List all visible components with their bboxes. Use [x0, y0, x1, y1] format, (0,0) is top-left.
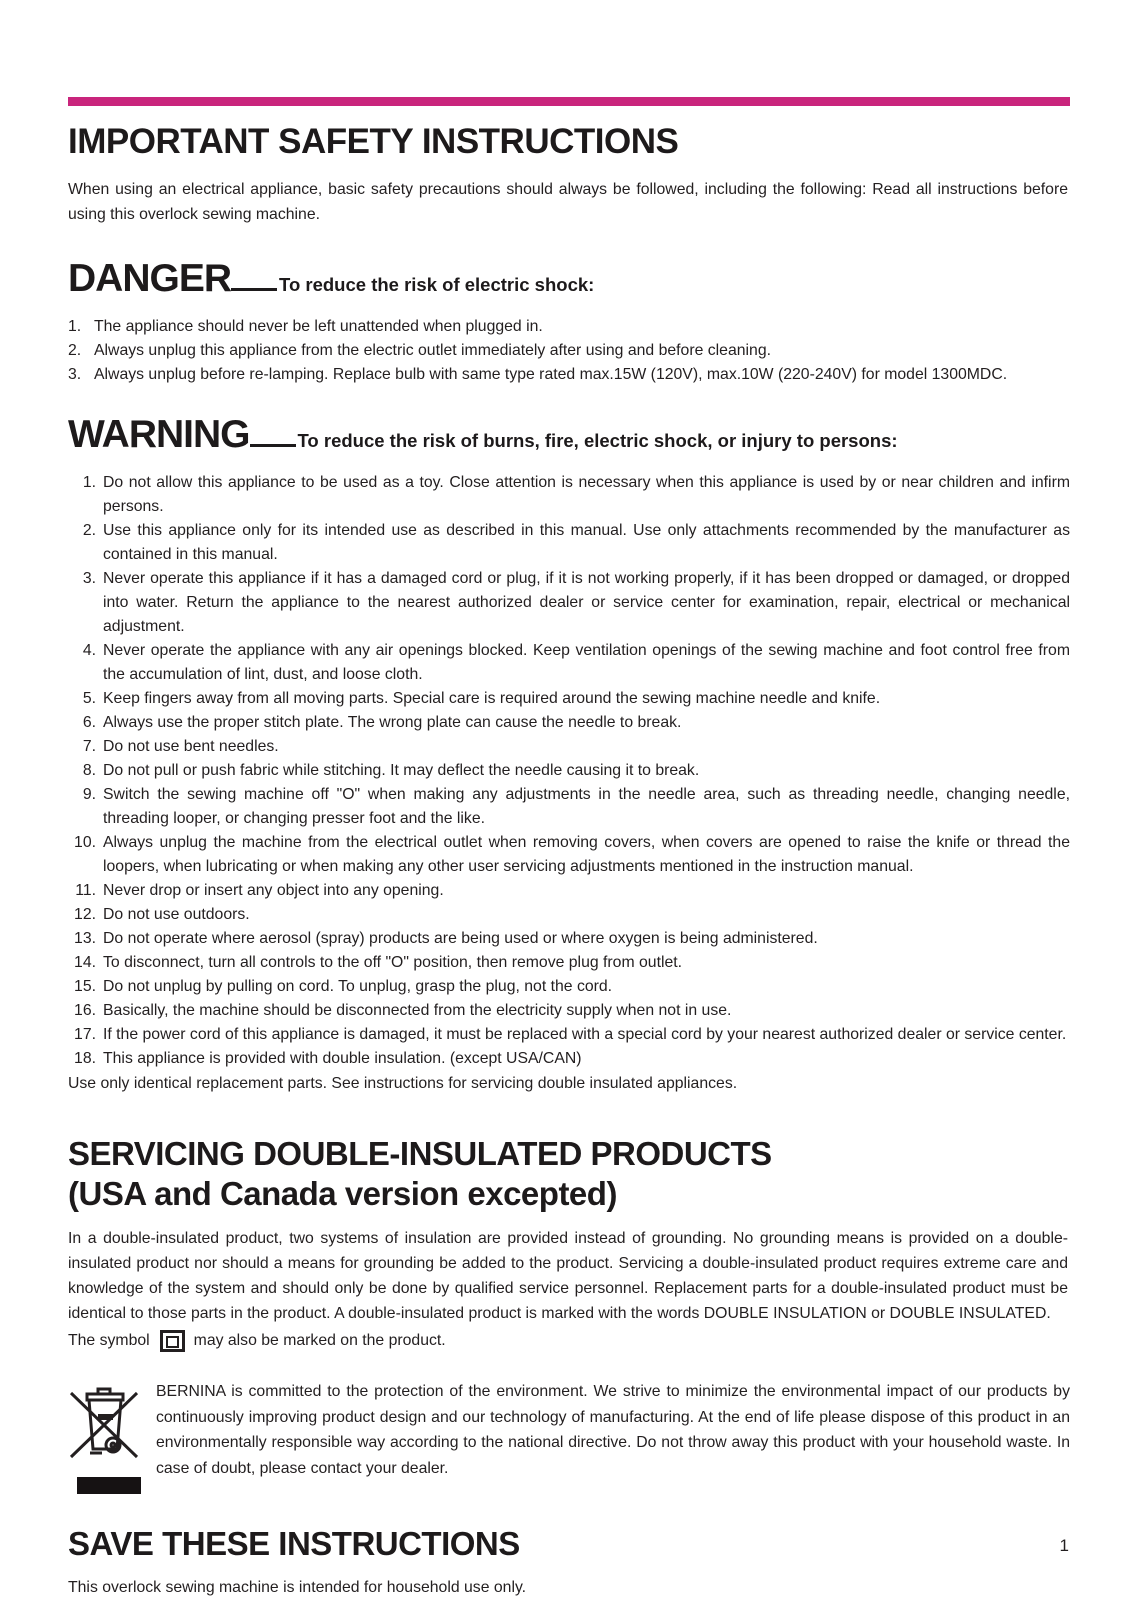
item-text: Always unplug this appliance from the electric outlet immediately after using and before cleaning.: [94, 342, 772, 359]
item-number: 18.: [74, 1050, 96, 1067]
warning-list-item: [68, 639, 1070, 687]
item-number: 17.: [74, 1026, 96, 1043]
item-text: Never operate the appliance with any air openings blocked. Keep ventilation openings of the sewing machine and foot control free from the accumulation of lint, dust, and loose cloth.: [103, 642, 1070, 683]
item-number: 5.: [82, 690, 96, 707]
item-number: 4.: [82, 642, 96, 659]
environment-section: [68, 1379, 1070, 1494]
save-heading: SAVE THESE INSTRUCTIONS: [68, 1525, 520, 1562]
item-text: Always unplug before re-lamping. Replace bulb with same type rated max.15W (120V), max.10W (220-240V) for model 1300MDC.: [94, 366, 1008, 383]
danger-heading: [68, 257, 1070, 301]
item-text: Always unplug the machine from the electrical outlet when removing covers, when covers are opened to raise the knife or thread the loopers, when lubricating or when making any other user servicing adjustments mentioned in the instruction manual.: [103, 834, 1070, 875]
item-text: Switch the sewing machine off "O" when making any adjustments in the needle area, such as threading needle, changing needle, threading looper, or changing presser foot and the like.: [103, 786, 1070, 827]
item-number: 11.: [75, 882, 96, 899]
servicing-section: [68, 1134, 1070, 1353]
item-text: Never drop or insert any object into any opening.: [103, 882, 444, 899]
item-number: 1.: [82, 474, 96, 491]
item-number: 6.: [82, 714, 96, 731]
warning-word: WARNING: [68, 413, 250, 456]
danger-word: DANGER: [68, 257, 232, 300]
warning-list-item: [68, 759, 1070, 783]
symbol-text-before: The symbol: [68, 1332, 150, 1349]
item-number: 10.: [74, 834, 96, 851]
item-text: To disconnect, turn all controls to the off "O" position, then remove plug from outlet.: [103, 954, 683, 971]
item-number: 3.: [68, 366, 82, 383]
save-paragraph: This overlock sewing machine is intended for household use only.: [68, 1579, 527, 1596]
servicing-heading-line1: SERVICING DOUBLE-INSULATED PRODUCTS: [68, 1135, 772, 1172]
warning-list-item: [68, 471, 1070, 519]
item-text: Never operate this appliance if it has a damaged cord or plug, if it is not working properly, if it has been dropped or damaged, or dropped into water. Return the appliance to the nearest authorized dealer or service center for examination, repair, electrical or mechanical adjustment.: [103, 570, 1070, 635]
item-text: Do not unplug by pulling on cord. To unplug, grasp the plug, not the cord.: [103, 978, 613, 995]
warning-list-item: [68, 567, 1070, 639]
warning-list-item: [68, 999, 1070, 1023]
page-content: [68, 97, 1070, 1600]
double-insulation-icon: [160, 1330, 185, 1352]
item-text: Basically, the machine should be disconnected from the electricity supply when not in use.: [103, 1002, 732, 1019]
weee-black-bar: [77, 1477, 141, 1494]
item-number: 13.: [74, 930, 96, 947]
item-number: 3.: [82, 570, 96, 587]
item-text: Do not use outdoors.: [103, 906, 250, 923]
symbol-text-after: may also be marked on the product.: [193, 1332, 446, 1349]
servicing-heading: [68, 1134, 1070, 1214]
item-number: 12.: [74, 906, 96, 923]
item-number: 2.: [82, 522, 96, 539]
warning-list-item: [68, 903, 1070, 927]
warning-list-item: [68, 879, 1070, 903]
page-number: 1: [1059, 1536, 1069, 1555]
warning-list-item: [68, 1023, 1070, 1047]
warning-heading: [68, 413, 1070, 457]
servicing-heading-line2: (USA and Canada version excepted): [68, 1175, 617, 1212]
intro-paragraph: When using an electrical appliance, basic safety precautions should always be followed, including the following: Read all instructions before using this overlock sewing machine.: [68, 181, 1068, 223]
item-number: 2.: [68, 342, 82, 359]
item-number: 1.: [68, 318, 82, 335]
warning-list-item: [68, 735, 1070, 759]
danger-list-item: [68, 315, 1070, 339]
warning-list-item: [68, 687, 1070, 711]
danger-subheading: To reduce the risk of electric shock:: [279, 274, 595, 295]
item-text: Do not use bent needles.: [103, 738, 279, 755]
item-number: 8.: [82, 762, 96, 779]
item-text: Use this appliance only for its intended use as described in this manual. Use only attachments recommended by the manufacturer as contained in this manual.: [103, 522, 1070, 563]
item-number: 14.: [74, 954, 96, 971]
warning-list-item: [68, 519, 1070, 567]
warning-list-item: [68, 1047, 1070, 1071]
item-number: 9.: [82, 786, 96, 803]
weee-crossed-out-bin-icon: [68, 1383, 142, 1463]
heading-rule: [250, 444, 296, 447]
item-number: 15.: [74, 978, 96, 995]
environment-paragraph: BERNINA is committed to the protection of the environment. We strive to minimize the environmental impact of our products by continuously improving product design and our technology of manufacturing. At the end of life please dispose of this product in an environmentally responsible way according to the national directive. Do not throw away this product with your household waste. In case of doubt, please contact your dealer.: [156, 1383, 1070, 1477]
warning-list: [68, 471, 1070, 1071]
item-number: 16.: [74, 1002, 96, 1019]
danger-list-item: [68, 339, 1070, 363]
warning-list-item: [68, 831, 1070, 879]
item-text: Keep fingers away from all moving parts. Special care is required around the sewing machine needle and knife.: [103, 690, 881, 707]
item-text: Always use the proper stitch plate. The wrong plate can cause the needle to break.: [103, 714, 682, 731]
warning-subheading: To reduce the risk of burns, fire, electric shock, or injury to persons:: [297, 430, 898, 451]
warning-list-item: [68, 927, 1070, 951]
page-title: IMPORTANT SAFETY INSTRUCTIONS: [68, 122, 679, 161]
danger-list-item: [68, 363, 1070, 387]
symbol-line: [68, 1328, 1070, 1353]
save-section: [68, 1524, 1070, 1600]
warning-section: [68, 413, 1070, 1096]
warning-list-item: [68, 711, 1070, 735]
heading-rule: [231, 288, 277, 291]
item-text: Do not allow this appliance to be used as a toy. Close attention is necessary when this appliance is used by or near children and infirm persons.: [103, 474, 1070, 515]
warning-list-item: [68, 975, 1070, 999]
accent-top-rule: [68, 97, 1070, 106]
item-text: The appliance should never be left unattended when plugged in.: [94, 318, 543, 335]
warning-list-item: [68, 783, 1070, 831]
item-text: Do not operate where aerosol (spray) products are being used or where oxygen is being administered.: [103, 930, 818, 947]
item-text: If the power cord of this appliance is damaged, it must be replaced with a special cord by your nearest authorized dealer or service center.: [103, 1026, 1067, 1043]
warning-list-item: [68, 951, 1070, 975]
warning-footer: Use only identical replacement parts. See instructions for servicing double insulated appliances.: [68, 1075, 738, 1092]
item-text: This appliance is provided with double insulation. (except USA/CAN): [103, 1050, 582, 1067]
danger-section: [68, 257, 1070, 387]
item-number: 7.: [82, 738, 96, 755]
danger-list: [68, 315, 1070, 387]
servicing-paragraph: In a double-insulated product, two systems of insulation are provided instead of grounding. No grounding means is provided on a double-insulated product nor should a means for grounding be added to the product. Servicing a double-insulated product requires extreme care and knowledge of the system and should only be done by qualified service personnel. Replacement parts for a double-insulated product must be identical to those parts in the product. A double-insulated product is marked with the words DOUBLE INSULATION or DOUBLE INSULATED.: [68, 1230, 1068, 1322]
item-text: Do not pull or push fabric while stitching. It may deflect the needle causing it to break.: [103, 762, 700, 779]
environment-icon-column: [68, 1379, 156, 1494]
